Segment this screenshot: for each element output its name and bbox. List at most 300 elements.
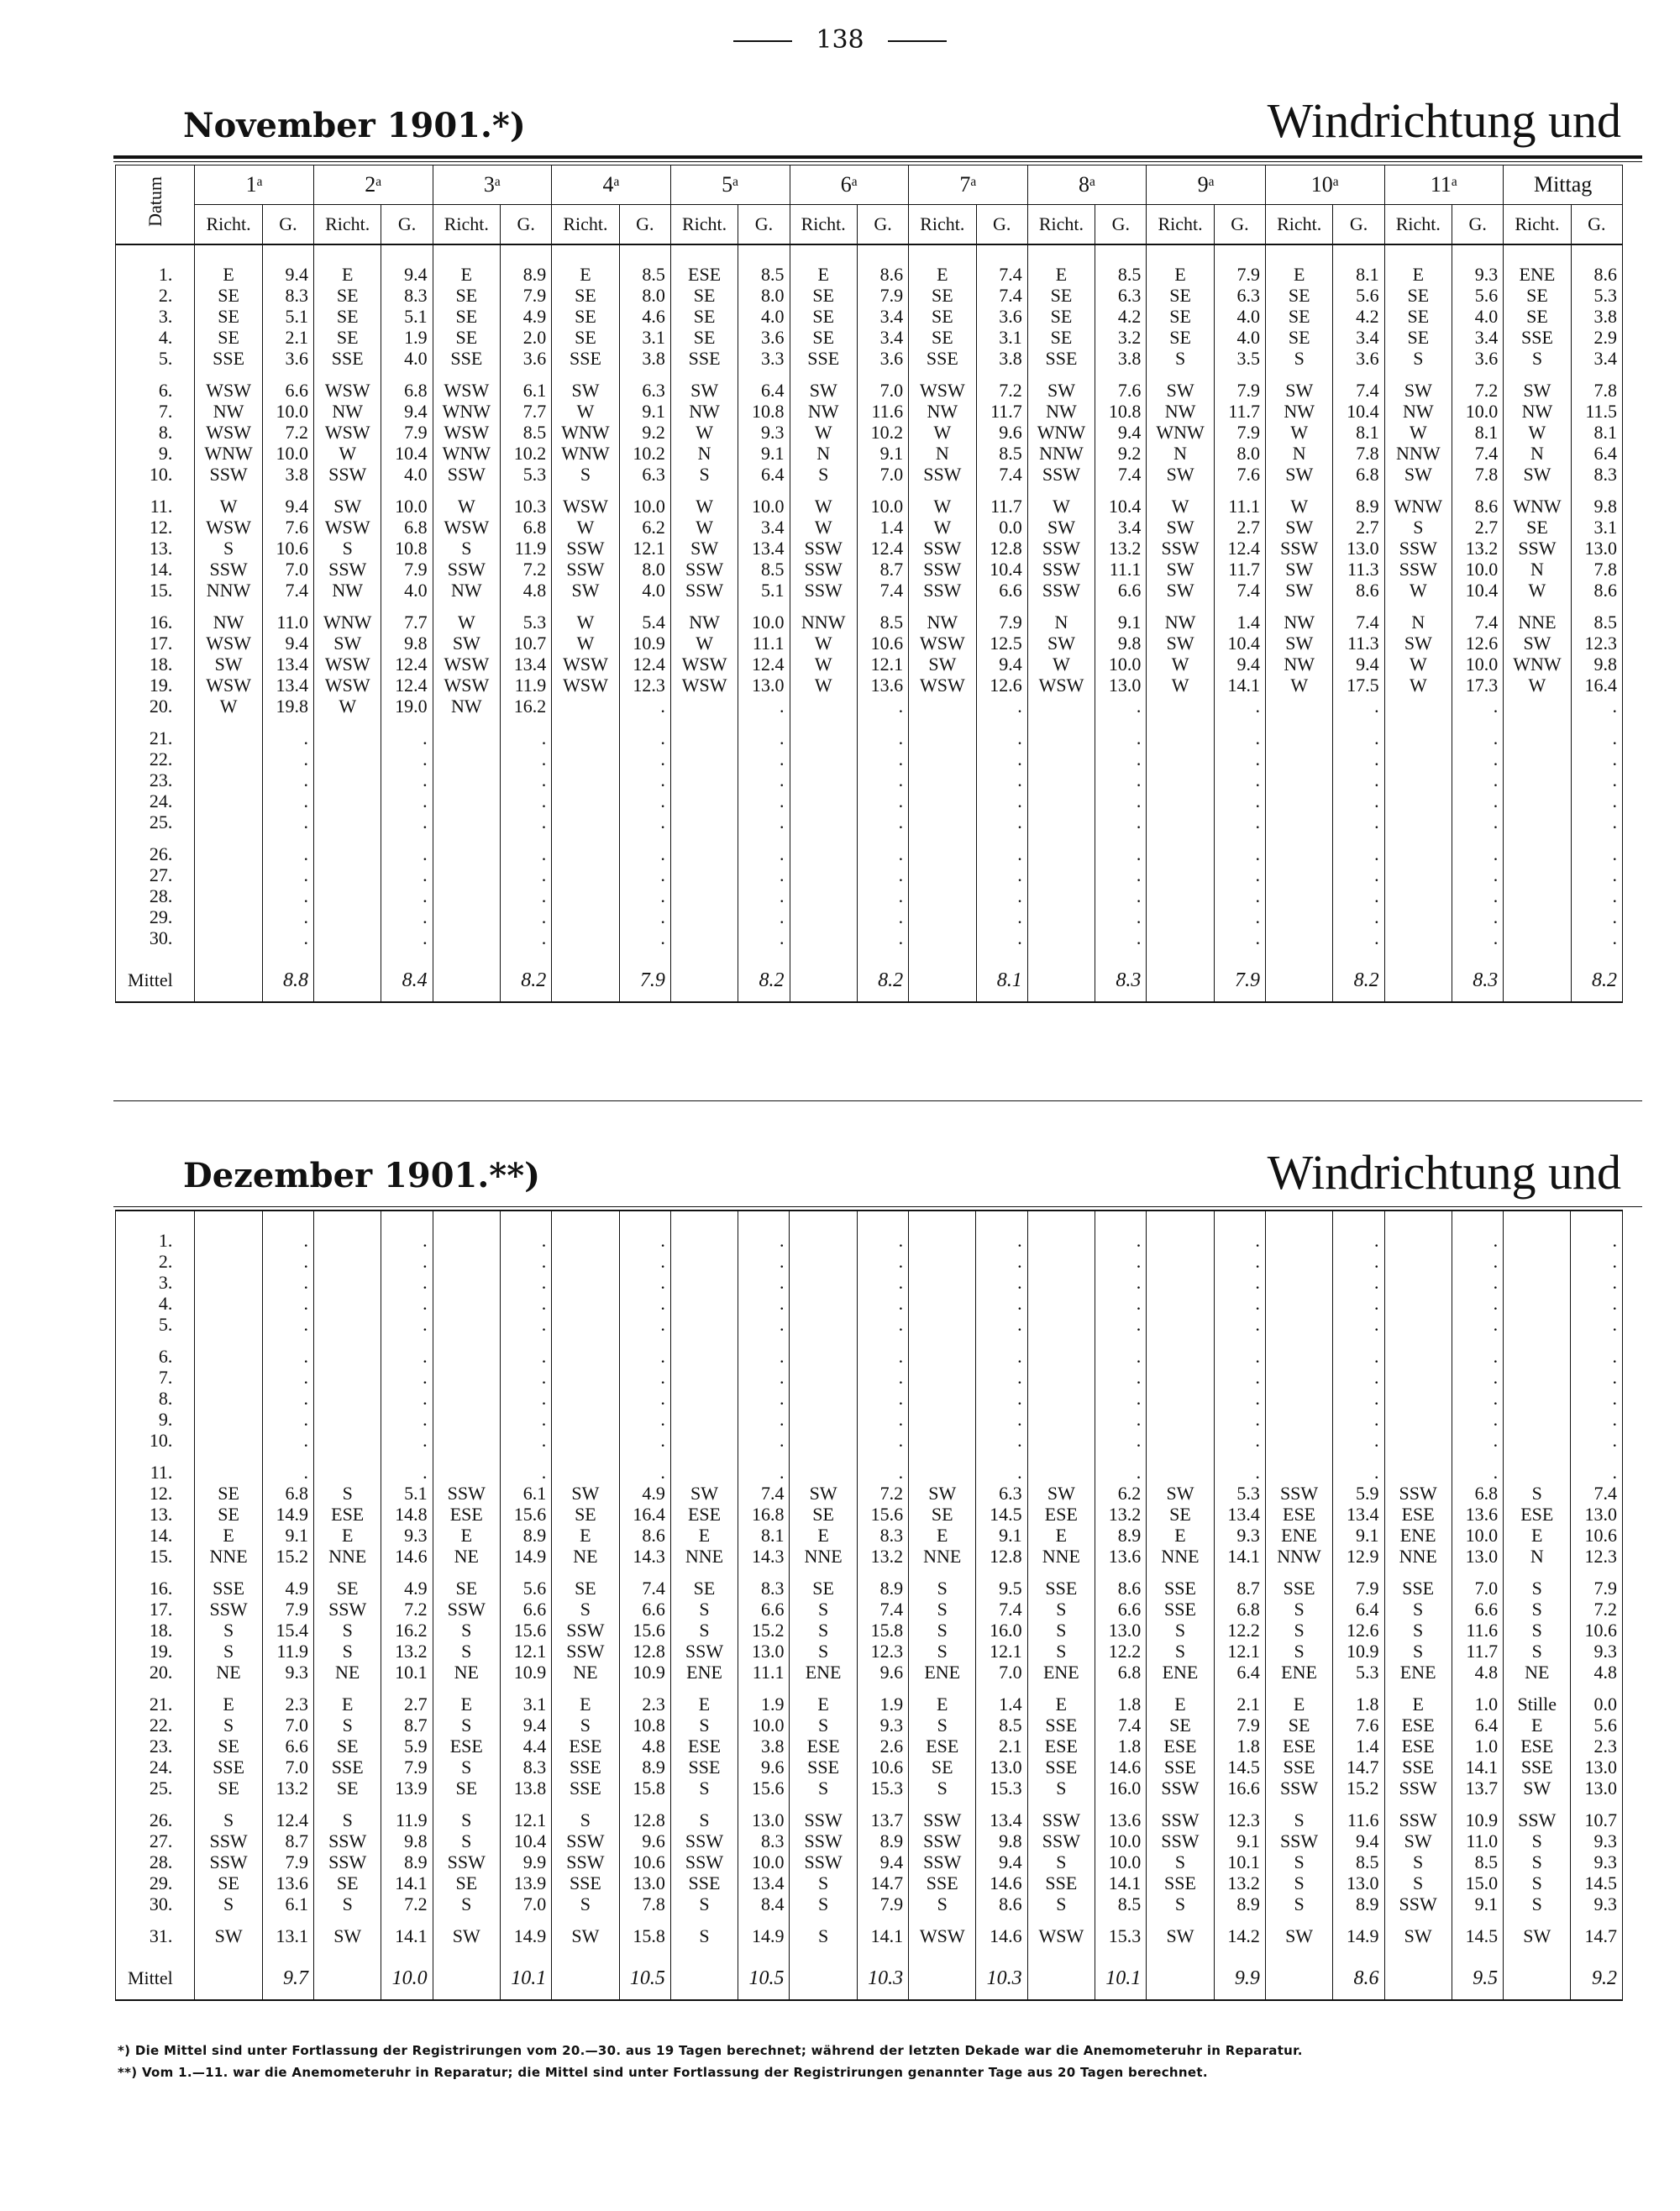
direction-cell bbox=[552, 696, 619, 717]
direction-cell: WNW bbox=[1504, 654, 1571, 675]
speed-cell: . bbox=[1333, 1272, 1384, 1293]
direction-cell bbox=[1027, 727, 1095, 748]
direction-cell bbox=[670, 1388, 738, 1409]
table-row bbox=[116, 1872, 1623, 1893]
direction-cell: SW bbox=[314, 633, 381, 654]
direction-cell: W bbox=[1027, 654, 1095, 675]
dezember-wind-table bbox=[115, 1210, 1623, 2001]
speed-cell: 6.8 bbox=[1452, 1483, 1503, 1504]
speed-cell: 8.5 bbox=[501, 422, 552, 443]
speed-cell: 13.9 bbox=[381, 1778, 433, 1799]
speed-cell: . bbox=[1095, 1346, 1147, 1367]
speed-cell: 13.0 bbox=[1571, 1757, 1623, 1778]
speed-cell: 9.4 bbox=[976, 654, 1027, 675]
direction-cell bbox=[552, 864, 619, 885]
direction-cell bbox=[433, 1430, 500, 1451]
direction-cell: S bbox=[1504, 1893, 1571, 1914]
table-row bbox=[116, 1641, 1623, 1662]
speed-cell: 11.7 bbox=[1452, 1641, 1503, 1662]
direction-cell: W bbox=[314, 696, 381, 717]
direction-cell bbox=[314, 1251, 381, 1272]
speed-cell: 16.4 bbox=[1571, 675, 1622, 696]
mittel-value: 8.2 bbox=[738, 959, 790, 1002]
speed-cell: . bbox=[1571, 790, 1622, 811]
speed-cell: 9.3 bbox=[1452, 264, 1504, 285]
speed-cell: 5.6 bbox=[1452, 285, 1504, 306]
speed-cell: 7.8 bbox=[619, 1893, 670, 1914]
richt-header: Richt. bbox=[1027, 205, 1095, 245]
speed-cell: 11.1 bbox=[1214, 496, 1265, 517]
speed-cell: 4.8 bbox=[1452, 1662, 1503, 1683]
speed-cell: . bbox=[1333, 1251, 1384, 1272]
datum-cell: 14. bbox=[116, 559, 195, 580]
direction-cell: WSW bbox=[909, 380, 976, 401]
speed-cell: 7.8 bbox=[1333, 443, 1384, 464]
table-row bbox=[116, 1504, 1623, 1525]
direction-cell bbox=[1147, 811, 1214, 832]
table-row bbox=[116, 769, 1623, 790]
speed-cell: 5.9 bbox=[381, 1736, 433, 1757]
speed-cell: . bbox=[619, 1230, 670, 1251]
direction-cell: S bbox=[1147, 348, 1214, 369]
direction-cell bbox=[1147, 864, 1214, 885]
speed-cell: . bbox=[1452, 748, 1504, 769]
direction-cell: W bbox=[195, 696, 262, 717]
speed-cell: 12.3 bbox=[1571, 1546, 1623, 1567]
mittel-value: 9.2 bbox=[1571, 1957, 1623, 2000]
speed-cell: 7.4 bbox=[976, 285, 1027, 306]
direction-cell: S bbox=[909, 1715, 976, 1736]
speed-cell: 7.4 bbox=[262, 580, 313, 601]
direction-cell: WNW bbox=[433, 443, 500, 464]
direction-cell bbox=[1027, 885, 1095, 906]
direction-cell: SE bbox=[1027, 306, 1095, 327]
speed-cell: . bbox=[619, 1430, 670, 1451]
direction-cell: ENE bbox=[1504, 264, 1571, 285]
datum-cell: 3. bbox=[116, 306, 195, 327]
g-header: G. bbox=[619, 205, 670, 245]
direction-cell: NNE bbox=[1504, 612, 1571, 633]
direction-cell: S bbox=[1384, 517, 1452, 538]
speed-cell: 9.3 bbox=[1571, 1851, 1623, 1872]
direction-cell: NE bbox=[1504, 1662, 1571, 1683]
speed-cell: . bbox=[381, 811, 433, 832]
direction-cell bbox=[433, 906, 500, 927]
direction-cell bbox=[195, 885, 262, 906]
speed-cell: . bbox=[1333, 1346, 1384, 1367]
direction-cell: W bbox=[790, 496, 857, 517]
direction-cell: E bbox=[1384, 1694, 1452, 1715]
speed-cell: 11.1 bbox=[738, 1662, 790, 1683]
speed-cell: 7.9 bbox=[857, 1893, 908, 1914]
speed-cell: 9.6 bbox=[738, 1757, 790, 1778]
datum-cell: 24. bbox=[116, 790, 195, 811]
speed-cell: 1.9 bbox=[738, 1694, 790, 1715]
direction-cell: NNE bbox=[1384, 1546, 1452, 1567]
speed-cell: . bbox=[381, 1346, 433, 1367]
hour-header: 4ᵃ bbox=[552, 165, 671, 205]
speed-cell: 11.6 bbox=[1452, 1620, 1503, 1641]
speed-cell: 14.1 bbox=[381, 1925, 433, 1946]
direction-cell bbox=[1504, 727, 1571, 748]
table-row bbox=[116, 748, 1623, 769]
speed-cell: . bbox=[500, 1230, 551, 1251]
speed-cell: 13.6 bbox=[1095, 1546, 1147, 1567]
speed-cell: 8.1 bbox=[1333, 264, 1384, 285]
direction-cell: SW bbox=[1147, 380, 1214, 401]
speed-cell: 14.1 bbox=[1214, 675, 1265, 696]
speed-cell: . bbox=[857, 1388, 908, 1409]
direction-cell: SE bbox=[433, 285, 500, 306]
datum-cell: 5. bbox=[116, 348, 195, 369]
direction-cell: SSW bbox=[670, 1830, 738, 1851]
direction-cell bbox=[195, 1367, 262, 1388]
direction-cell: SE bbox=[1266, 285, 1333, 306]
speed-cell: . bbox=[738, 1293, 790, 1314]
speed-cell: 4.2 bbox=[1333, 306, 1384, 327]
speed-cell: 13.2 bbox=[1095, 1504, 1147, 1525]
direction-cell: SE bbox=[1147, 285, 1214, 306]
speed-cell: 9.2 bbox=[1095, 443, 1147, 464]
richt-header: Richt. bbox=[1266, 205, 1333, 245]
direction-cell: S bbox=[1384, 1641, 1452, 1662]
speed-cell: . bbox=[1452, 1430, 1503, 1451]
speed-cell: . bbox=[1214, 1251, 1265, 1272]
mittel-value: 9.9 bbox=[1214, 1957, 1265, 2000]
direction-cell: SSE bbox=[195, 1757, 262, 1778]
speed-cell: . bbox=[1571, 1293, 1623, 1314]
speed-cell: 8.3 bbox=[1571, 464, 1622, 485]
direction-cell: SW bbox=[670, 380, 738, 401]
direction-cell: SSW bbox=[1147, 1830, 1214, 1851]
speed-cell: 3.8 bbox=[738, 1736, 790, 1757]
direction-cell bbox=[1504, 790, 1571, 811]
speed-cell: . bbox=[857, 811, 908, 832]
direction-cell bbox=[1027, 1409, 1095, 1430]
speed-cell: 10.4 bbox=[1214, 633, 1265, 654]
speed-cell: 9.1 bbox=[1095, 612, 1147, 633]
datum-cell: 16. bbox=[116, 612, 195, 633]
speed-cell: 3.4 bbox=[857, 306, 908, 327]
direction-cell bbox=[1384, 1314, 1452, 1335]
speed-cell: 8.1 bbox=[1571, 422, 1622, 443]
speed-cell: 7.4 bbox=[976, 1599, 1027, 1620]
direction-cell: SW bbox=[1147, 1483, 1214, 1504]
direction-cell bbox=[552, 1293, 619, 1314]
direction-cell: S bbox=[1504, 348, 1571, 369]
table-row bbox=[116, 1430, 1623, 1451]
direction-cell: E bbox=[314, 264, 381, 285]
mittel-value: 10.5 bbox=[738, 1957, 790, 2000]
datum-cell: 31. bbox=[116, 1925, 195, 1946]
direction-cell: SE bbox=[314, 1736, 381, 1757]
direction-cell bbox=[314, 727, 381, 748]
direction-cell bbox=[909, 727, 976, 748]
direction-cell: WSW bbox=[1027, 1925, 1095, 1946]
direction-cell: WSW bbox=[195, 675, 262, 696]
direction-cell: SW bbox=[433, 1925, 500, 1946]
speed-cell: 7.4 bbox=[857, 580, 908, 601]
speed-cell: . bbox=[1333, 1462, 1384, 1483]
direction-cell: S bbox=[1265, 1641, 1332, 1662]
direction-cell: S bbox=[670, 1809, 738, 1830]
direction-cell: SE bbox=[195, 327, 262, 348]
direction-cell: NE bbox=[552, 1662, 619, 1683]
table-row bbox=[116, 517, 1623, 538]
direction-cell: SSE bbox=[1265, 1757, 1332, 1778]
speed-cell: 12.6 bbox=[976, 675, 1027, 696]
direction-cell bbox=[433, 1293, 500, 1314]
speed-cell: 10.0 bbox=[1095, 1851, 1147, 1872]
speed-cell: . bbox=[1214, 1230, 1265, 1251]
direction-cell: WSW bbox=[314, 380, 381, 401]
speed-cell: 14.1 bbox=[1095, 1872, 1147, 1893]
speed-cell: 10.9 bbox=[619, 633, 670, 654]
speed-cell: . bbox=[1214, 1272, 1265, 1293]
datum-cell: 22. bbox=[116, 1715, 195, 1736]
speed-cell: 9.1 bbox=[619, 401, 670, 422]
speed-cell: . bbox=[1571, 885, 1622, 906]
speed-cell: 7.6 bbox=[1095, 380, 1147, 401]
direction-cell: SSW bbox=[552, 1641, 619, 1662]
direction-cell: W bbox=[1027, 496, 1095, 517]
speed-cell: 2.6 bbox=[857, 1736, 908, 1757]
speed-cell: 14.1 bbox=[1452, 1757, 1503, 1778]
table-row bbox=[116, 1546, 1623, 1567]
direction-cell bbox=[552, 811, 619, 832]
table-row bbox=[116, 306, 1623, 327]
speed-cell: 13.0 bbox=[619, 1872, 670, 1893]
g-header: G. bbox=[262, 205, 313, 245]
speed-cell: . bbox=[738, 748, 790, 769]
speed-cell: 9.4 bbox=[500, 1715, 551, 1736]
speed-cell: . bbox=[1214, 1462, 1265, 1483]
speed-cell: 13.4 bbox=[976, 1809, 1027, 1830]
direction-cell bbox=[1504, 1388, 1571, 1409]
direction-cell: SW bbox=[1027, 517, 1095, 538]
direction-cell: S bbox=[1384, 1620, 1452, 1641]
g-header: G. bbox=[1571, 205, 1622, 245]
direction-cell: NW bbox=[1504, 401, 1571, 422]
speed-cell: 5.6 bbox=[1333, 285, 1384, 306]
speed-cell: . bbox=[262, 1272, 313, 1293]
speed-cell: 6.8 bbox=[1333, 464, 1384, 485]
table-row bbox=[116, 1778, 1623, 1799]
speed-cell: 11.3 bbox=[1333, 633, 1384, 654]
speed-cell: . bbox=[976, 1367, 1027, 1388]
direction-cell: SSW bbox=[670, 559, 738, 580]
direction-cell: WNW bbox=[1147, 422, 1214, 443]
speed-cell: 6.6 bbox=[1095, 1599, 1147, 1620]
speed-cell: . bbox=[1095, 843, 1147, 864]
hour-header: 10ᵃ bbox=[1266, 165, 1385, 205]
direction-cell: SSW bbox=[790, 1851, 857, 1872]
speed-cell: 7.2 bbox=[1452, 380, 1504, 401]
speed-cell: . bbox=[857, 906, 908, 927]
speed-cell: 16.0 bbox=[1095, 1778, 1147, 1799]
speed-cell: . bbox=[262, 727, 313, 748]
direction-cell: SW bbox=[1266, 633, 1333, 654]
speed-cell: 3.1 bbox=[619, 327, 670, 348]
direction-cell: S bbox=[790, 1599, 857, 1620]
speed-cell: . bbox=[1333, 843, 1384, 864]
speed-cell: 3.6 bbox=[976, 306, 1027, 327]
table-row bbox=[116, 348, 1623, 369]
direction-cell bbox=[314, 1388, 381, 1409]
direction-cell: SE bbox=[195, 1504, 262, 1525]
direction-cell: SW bbox=[1504, 633, 1571, 654]
direction-cell: E bbox=[1027, 1694, 1095, 1715]
november-title: November 1901.*) bbox=[183, 106, 526, 145]
speed-cell: 1.4 bbox=[857, 517, 908, 538]
direction-cell bbox=[1147, 1462, 1214, 1483]
direction-cell: ENE bbox=[1265, 1662, 1332, 1683]
direction-cell bbox=[1266, 727, 1333, 748]
speed-cell: 1.8 bbox=[1333, 1694, 1384, 1715]
direction-cell bbox=[909, 769, 976, 790]
speed-cell: 8.0 bbox=[619, 559, 670, 580]
datum-cell: 9. bbox=[116, 443, 195, 464]
direction-cell: S bbox=[1504, 1578, 1571, 1599]
direction-cell: SE bbox=[314, 327, 381, 348]
datum-cell: 2. bbox=[116, 285, 195, 306]
direction-cell: SW bbox=[433, 633, 500, 654]
mittel-value: 8.2 bbox=[1333, 959, 1384, 1002]
speed-cell: 8.6 bbox=[1571, 264, 1622, 285]
speed-cell: . bbox=[976, 885, 1027, 906]
speed-cell: . bbox=[1214, 843, 1265, 864]
table-row bbox=[116, 1525, 1623, 1546]
direction-cell: NW bbox=[790, 401, 857, 422]
datum-cell: 16. bbox=[116, 1578, 195, 1599]
direction-cell bbox=[1504, 748, 1571, 769]
direction-cell: SW bbox=[1147, 559, 1214, 580]
direction-cell bbox=[790, 927, 857, 948]
speed-cell: . bbox=[857, 769, 908, 790]
direction-cell: S bbox=[552, 1809, 619, 1830]
datum-cell: 15. bbox=[116, 580, 195, 601]
direction-cell bbox=[1266, 906, 1333, 927]
direction-cell: SSW bbox=[790, 559, 857, 580]
table-row bbox=[116, 633, 1623, 654]
speed-cell: 8.6 bbox=[1095, 1578, 1147, 1599]
speed-cell: 10.0 bbox=[738, 612, 790, 633]
speed-cell: 11.6 bbox=[1333, 1809, 1384, 1830]
speed-cell: . bbox=[1333, 1293, 1384, 1314]
direction-cell: NE bbox=[433, 1662, 500, 1683]
direction-cell: SSE bbox=[670, 1872, 738, 1893]
direction-cell bbox=[670, 1230, 738, 1251]
table-row bbox=[116, 1578, 1623, 1599]
direction-cell: E bbox=[195, 1525, 262, 1546]
speed-cell: 3.8 bbox=[1571, 306, 1622, 327]
direction-cell bbox=[1384, 1293, 1452, 1314]
speed-cell: 6.8 bbox=[1214, 1599, 1265, 1620]
speed-cell: 6.8 bbox=[501, 517, 552, 538]
table-row bbox=[116, 380, 1623, 401]
direction-cell bbox=[909, 885, 976, 906]
direction-cell: E bbox=[670, 1525, 738, 1546]
speed-cell: . bbox=[738, 864, 790, 885]
direction-cell: WSW bbox=[670, 675, 738, 696]
direction-cell: SE bbox=[1027, 327, 1095, 348]
direction-cell: W bbox=[314, 443, 381, 464]
speed-cell: . bbox=[381, 1251, 433, 1272]
table-row bbox=[116, 464, 1623, 485]
speed-cell: . bbox=[1214, 864, 1265, 885]
direction-cell: SW bbox=[1027, 1483, 1095, 1504]
speed-cell: 1.4 bbox=[1333, 1736, 1384, 1757]
speed-cell: 4.0 bbox=[381, 348, 433, 369]
speed-cell: . bbox=[501, 727, 552, 748]
direction-cell: SE bbox=[1147, 1715, 1214, 1736]
direction-cell bbox=[314, 1293, 381, 1314]
speed-cell: 16.4 bbox=[619, 1504, 670, 1525]
direction-cell: WNW bbox=[1027, 422, 1095, 443]
direction-cell: SE bbox=[1147, 1504, 1214, 1525]
direction-cell: S bbox=[909, 1620, 976, 1641]
speed-cell: . bbox=[738, 727, 790, 748]
direction-cell bbox=[1504, 1272, 1571, 1293]
speed-cell: 11.7 bbox=[1214, 401, 1265, 422]
speed-cell: 8.6 bbox=[1333, 580, 1384, 601]
speed-cell: . bbox=[857, 790, 908, 811]
datum-cell: 2. bbox=[116, 1251, 195, 1272]
direction-cell: SW bbox=[314, 1925, 381, 1946]
mittel-value: 7.9 bbox=[1214, 959, 1265, 1002]
speed-cell: . bbox=[619, 927, 670, 948]
speed-cell: 13.0 bbox=[738, 675, 790, 696]
direction-cell: S bbox=[790, 1893, 857, 1914]
speed-cell: 10.8 bbox=[381, 538, 433, 559]
direction-cell bbox=[552, 1230, 619, 1251]
direction-cell bbox=[909, 1409, 976, 1430]
table-row bbox=[116, 864, 1623, 885]
direction-cell: ESE bbox=[314, 1504, 381, 1525]
speed-cell: . bbox=[976, 927, 1027, 948]
speed-cell: 4.9 bbox=[381, 1578, 433, 1599]
speed-cell: . bbox=[262, 1314, 313, 1335]
direction-cell: SSW bbox=[1027, 464, 1095, 485]
direction-cell: SSW bbox=[1266, 538, 1333, 559]
speed-cell: . bbox=[1571, 748, 1622, 769]
speed-cell: 14.5 bbox=[1214, 1757, 1265, 1778]
direction-cell: SE bbox=[670, 306, 738, 327]
datum-cell: 27. bbox=[116, 864, 195, 885]
speed-cell: . bbox=[857, 1251, 908, 1272]
direction-cell: SSE bbox=[1147, 1757, 1214, 1778]
direction-cell bbox=[314, 748, 381, 769]
speed-cell: 16.8 bbox=[738, 1504, 790, 1525]
richt-header: Richt. bbox=[314, 205, 381, 245]
direction-cell: S bbox=[195, 538, 262, 559]
table-row bbox=[116, 580, 1623, 601]
speed-cell: 7.4 bbox=[1095, 464, 1147, 485]
speed-cell: 10.6 bbox=[1571, 1620, 1623, 1641]
direction-cell bbox=[433, 843, 500, 864]
direction-cell: SE bbox=[195, 285, 262, 306]
direction-cell: NW bbox=[433, 696, 500, 717]
direction-cell bbox=[670, 843, 738, 864]
direction-cell bbox=[1384, 843, 1452, 864]
speed-cell: 9.1 bbox=[262, 1525, 313, 1546]
speed-cell: 10.6 bbox=[262, 538, 313, 559]
speed-cell: . bbox=[501, 906, 552, 927]
direction-cell: S bbox=[909, 1641, 976, 1662]
speed-cell: 13.0 bbox=[976, 1757, 1027, 1778]
datum-cell: 18. bbox=[116, 1620, 195, 1641]
speed-cell: . bbox=[619, 885, 670, 906]
